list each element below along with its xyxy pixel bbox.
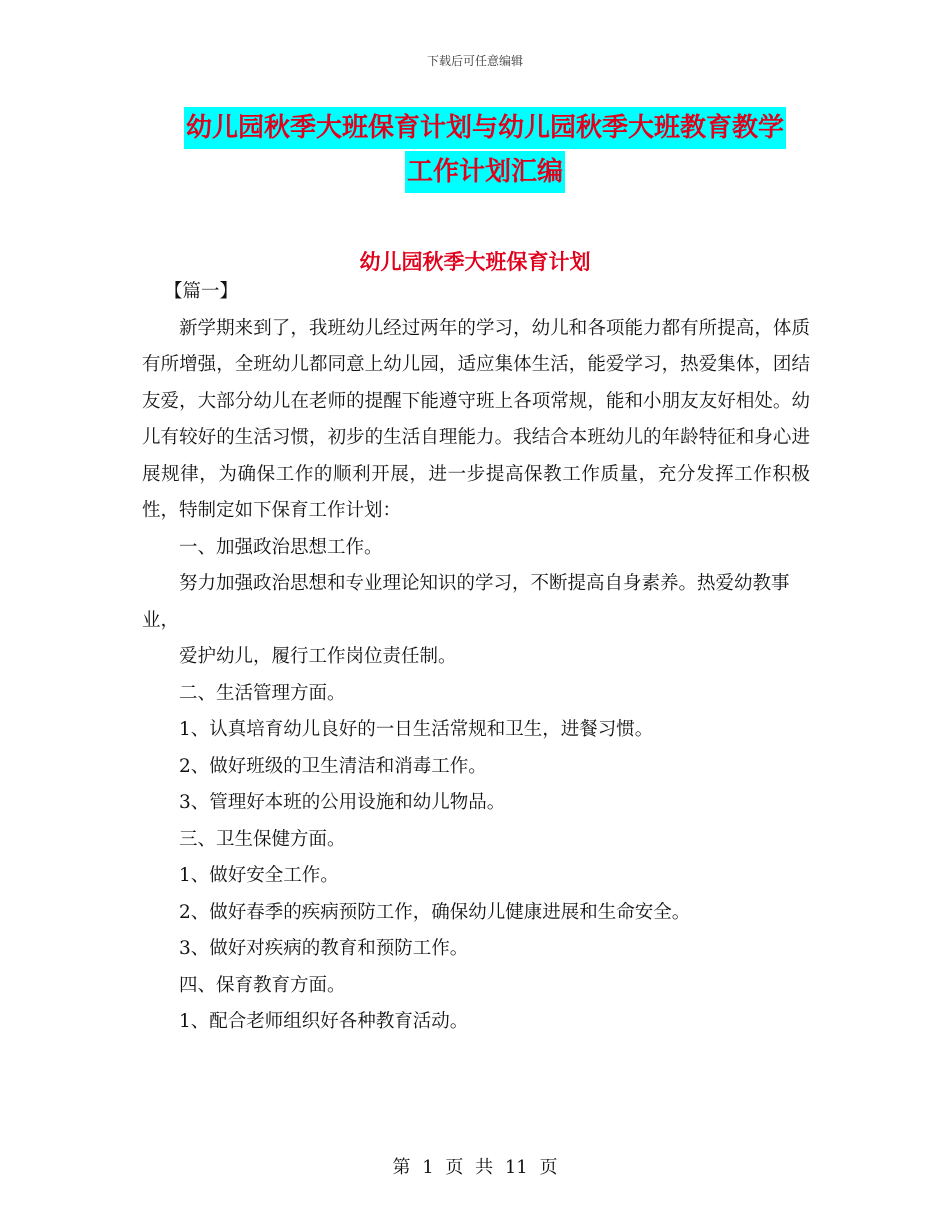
section-4-item-1: 1、配合老师组织好各种教育活动。	[179, 1011, 469, 1032]
title-line-2: 工作计划汇编	[405, 151, 565, 193]
section-1-title: 一、加强政治思想工作。	[179, 536, 383, 558]
section-3-title: 三、卫生保健方面。	[179, 828, 346, 850]
title-line-1: 幼儿园秋季大班保育计划与幼儿园秋季大班教育教学	[184, 107, 786, 149]
document-title	[140, 107, 830, 195]
section-1-body: 努力加强政治思想和专业理论知识的学习，不断提高自身素养。热爱幼教事业，	[142, 573, 790, 631]
section-label: 【篇一】	[164, 281, 239, 302]
section-3-item-3: 3、做好对疾病的教育和预防工作。	[179, 938, 469, 959]
section-1-body-2: 爱护幼儿，履行工作岗位责任制。	[179, 646, 457, 667]
section-3-item-2: 2、做好春季的疾病预防工作，确保幼儿健康进展和生命安全。	[179, 901, 691, 923]
section-2-title: 二、生活管理方面。	[179, 682, 346, 704]
section-heading: 幼儿园秋季大班保育计划	[359, 250, 591, 274]
section-3-item-1: 1、做好安全工作。	[179, 865, 339, 886]
section-4-title: 四、保育教育方面。	[179, 974, 346, 996]
document-body	[142, 274, 810, 1041]
page-header: 下载后可任意编辑	[426, 54, 523, 68]
section-2-item-2: 2、做好班级的卫生清洁和消毒工作。	[179, 755, 487, 777]
page-footer: 第 1 页 共 11 页	[392, 1157, 558, 1178]
intro-paragraph: 新学期来到了，我班幼儿经过两年的学习，幼儿和各项能力都有所提高，体质有所增强，全班幼儿都同意上幼儿园，适应集体生活，能爱学习，热爱集体，团结友爱，大部分幼儿在老师的提醒下能遵守班上各项常规，能和小朋友友好相处。幼儿有较好的生活习惯，初步的生活自理能力。我结合本班幼儿的年龄特征和身心进展规律，为确保工作的顺利开展，进一步提高保教工作质量，充分发挥工作积极性，特制定如下保育工作计划：	[142, 317, 810, 521]
section-2-item-1: 1、认真培育幼儿良好的一日生活常规和卫生，进餐习惯。	[179, 719, 654, 740]
section-2-item-3: 3、管理好本班的公用设施和幼儿物品。	[179, 792, 506, 813]
